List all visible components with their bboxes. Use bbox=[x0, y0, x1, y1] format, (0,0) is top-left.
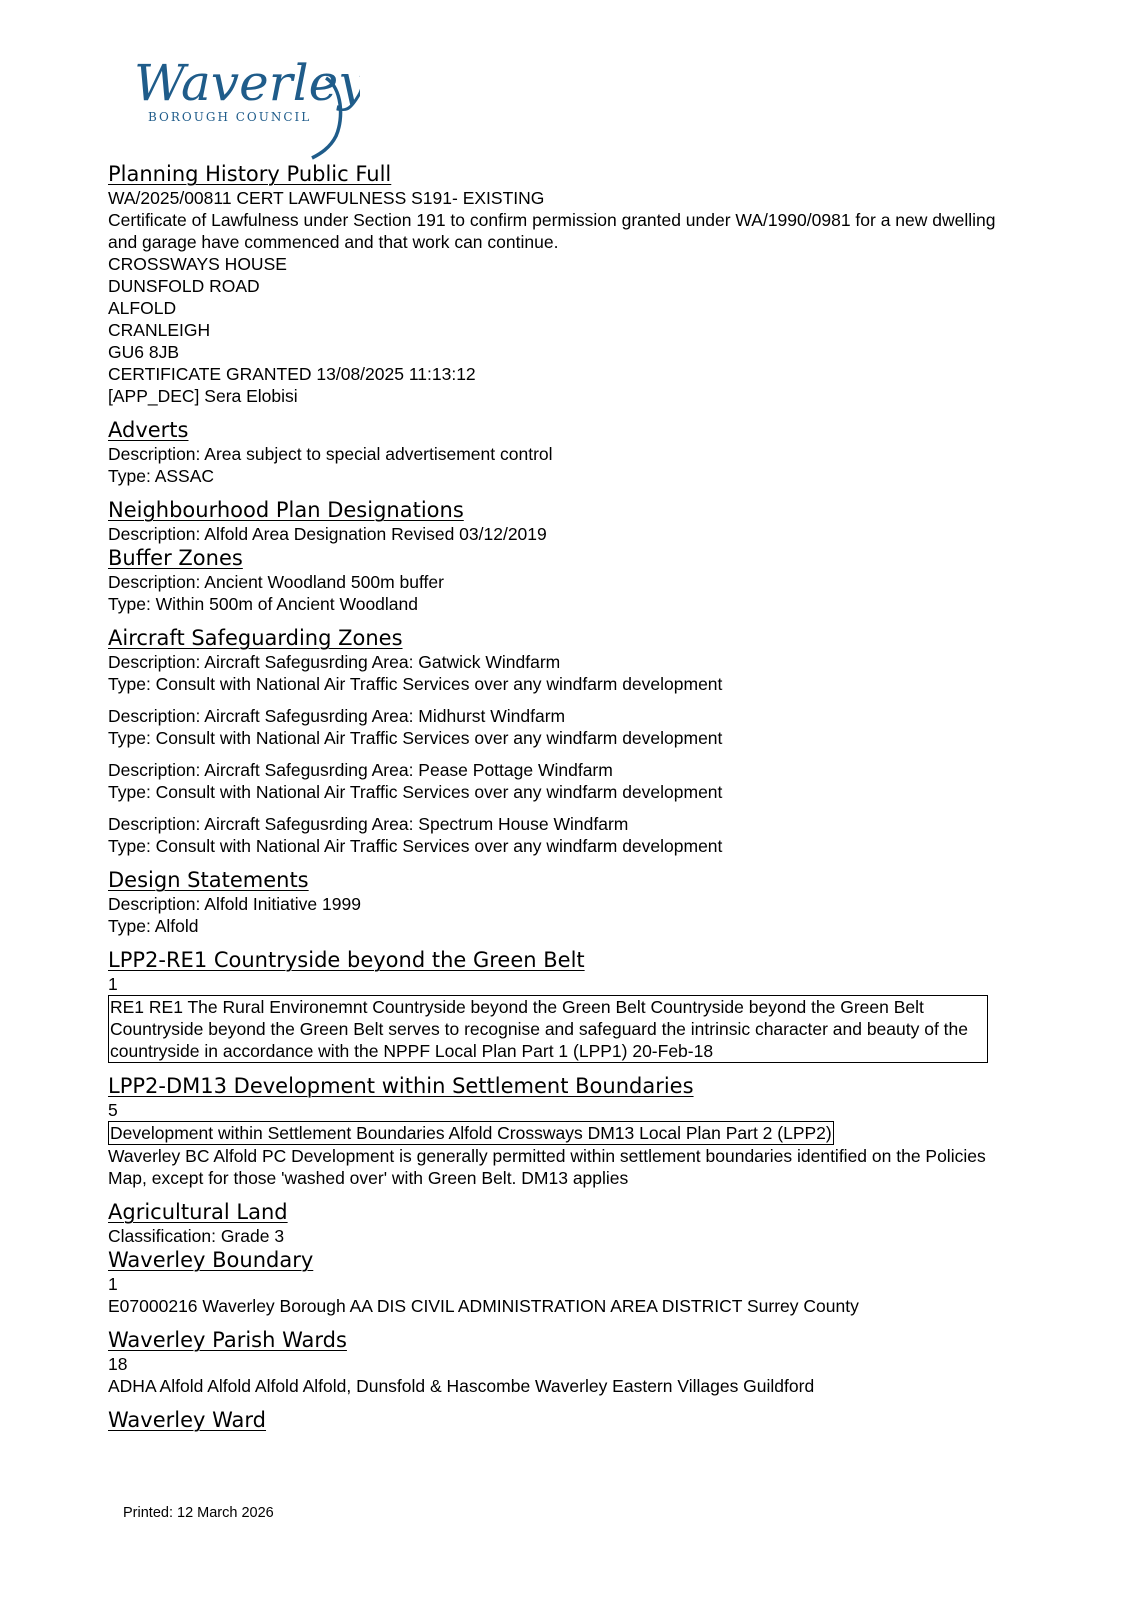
address-line: CRANLEIGH bbox=[108, 320, 211, 340]
neighbourhood-description: Description: Alfold Area Designation Revised 03/12/2019 bbox=[108, 524, 547, 544]
application-description: Certificate of Lawfulness under Section 191 to confirm permission granted under WA/1990/0981 for a new dwelling and garage have commenced and that work can continue. bbox=[108, 210, 996, 252]
parish-wards-heading: Waverley Parish Wards bbox=[108, 1328, 347, 1352]
re1-heading: LPP2-RE1 Countryside beyond the Green Belt bbox=[108, 948, 585, 972]
printed-date: Printed: 12 March 2026 bbox=[123, 1505, 274, 1521]
dm13-count: 5 bbox=[108, 1100, 118, 1120]
adverts-type: Type: ASSAC bbox=[108, 466, 215, 486]
buffer-zones-heading: Buffer Zones bbox=[108, 546, 243, 570]
aircraft-type: Type: Consult with National Air Traffic Services over any windfarm development bbox=[108, 782, 723, 802]
design-statements-heading: Design Statements bbox=[108, 868, 309, 892]
boundary-text: E07000216 Waverley Borough AA DIS CIVIL ADMINISTRATION AREA DISTRICT Surrey County bbox=[108, 1296, 859, 1316]
aircraft-description: Description: Aircraft Safegusrding Area: Gatwick Windfarm bbox=[108, 652, 561, 672]
agricultural-classification: Classification: Grade 3 bbox=[108, 1226, 285, 1246]
aircraft-description: Description: Aircraft Safegusrding Area: Midhurst Windfarm bbox=[108, 706, 566, 726]
design-type: Type: Alfold bbox=[108, 916, 199, 936]
aircraft-heading: Aircraft Safeguarding Zones bbox=[108, 626, 403, 650]
aircraft-type: Type: Consult with National Air Traffic Services over any windfarm development bbox=[108, 674, 723, 694]
application-ref: WA/2025/00811 CERT LAWFULNESS S191- EXISTING bbox=[108, 188, 545, 208]
planning-history-heading: Planning History Public Full bbox=[108, 162, 392, 186]
buffer-description: Description: Ancient Woodland 500m buffer bbox=[108, 572, 444, 592]
re1-boxed-text: RE1 RE1 The Rural Environemnt Countryside beyond the Green Belt Countryside beyond the Green Belt Countryside beyond the Green Belt serves to recognise and safeguard the intrinsic character and beauty of the countryside in accordance with the NPPF Local Plan Part 1 (LPP1) 20-Feb-18 bbox=[108, 995, 988, 1063]
aircraft-description: Description: Aircraft Safegusrding Area: Spectrum House Windfarm bbox=[108, 814, 629, 834]
aircraft-type: Type: Consult with National Air Traffic Services over any windfarm development bbox=[108, 728, 723, 748]
neighbourhood-heading: Neighbourhood Plan Designations bbox=[108, 498, 464, 522]
dm13-text: Waverley BC Alfold PC Development is generally permitted within settlement boundaries identified on the Policies Map, except for those 'washed over' with Green Belt. DM13 applies bbox=[108, 1146, 986, 1188]
design-description: Description: Alfold Initiative 1999 bbox=[108, 894, 361, 914]
re1-count: 1 bbox=[108, 974, 118, 994]
postcode: GU6 8JB bbox=[108, 342, 179, 362]
adverts-heading: Adverts bbox=[108, 418, 189, 442]
logo-subtitle: BOROUGH COUNCIL bbox=[148, 110, 312, 124]
waverley-logo-graphic bbox=[130, 48, 360, 163]
council-logo bbox=[130, 48, 360, 163]
agricultural-land-heading: Agricultural Land bbox=[108, 1200, 288, 1224]
boundary-count: 1 bbox=[108, 1274, 118, 1294]
buffer-type: Type: Within 500m of Ancient Woodland bbox=[108, 594, 418, 614]
logo-wordmark: Waverley bbox=[134, 54, 360, 112]
decision-officer: [APP_DEC] Sera Elobisi bbox=[108, 386, 298, 406]
aircraft-type: Type: Consult with National Air Traffic Services over any windfarm development bbox=[108, 836, 723, 856]
dm13-heading: LPP2-DM13 Development within Settlement Boundaries bbox=[108, 1074, 694, 1098]
parish-text: ADHA Alfold Alfold Alfold Alfold, Dunsfold & Hascombe Waverley Eastern Villages Guildford bbox=[108, 1376, 815, 1396]
decision-status: CERTIFICATE GRANTED 13/08/2025 11:13:12 bbox=[108, 364, 476, 384]
address-line: CROSSWAYS HOUSE bbox=[108, 254, 287, 274]
dm13-boxed-text: Development within Settlement Boundaries Alfold Crossways DM13 Local Plan Part 2 (LPP2) bbox=[110, 1123, 832, 1143]
address-line: DUNSFOLD ROAD bbox=[108, 276, 260, 296]
waverley-boundary-heading: Waverley Boundary bbox=[108, 1248, 314, 1272]
aircraft-description: Description: Aircraft Safegusrding Area: Pease Pottage Windfarm bbox=[108, 760, 613, 780]
document-body bbox=[108, 161, 1008, 1433]
address-line: ALFOLD bbox=[108, 298, 177, 318]
adverts-description: Description: Area subject to special advertisement control bbox=[108, 444, 553, 464]
waverley-ward-heading: Waverley Ward bbox=[108, 1408, 267, 1432]
parish-count: 18 bbox=[108, 1354, 128, 1374]
